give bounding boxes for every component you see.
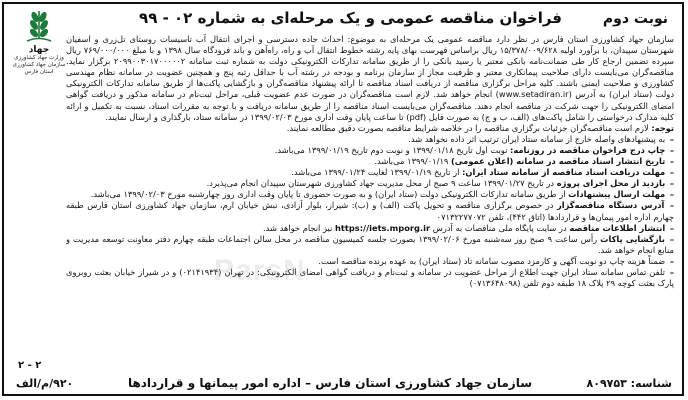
notice-footer	[4, 360, 682, 394]
note-label: توجه:	[651, 122, 674, 133]
section-address	[66, 200, 674, 222]
note-text-2: به پیشنهادهای واصله خارج از سامانه ستاد ایران ترتیب اثر داده نخواهد شد.	[408, 133, 666, 144]
section-newspaper	[66, 145, 674, 156]
section-site-visit	[66, 178, 674, 189]
bullet-icon: –	[669, 178, 674, 189]
section-text: در خصوص برگزاری مناقصه و تحویل پاکت (الف) و (ب): شیراز، بلوار آزادی، نبش خیابان ارم، سازمان جهاد کشاورزی استان فارس طبقه چهارم اداره امور پیمان‌ها و قراردادها (اتاق ۴۴۲)، تلفن ۰۷۱۳۲۲۷۷۰۷۲	[66, 200, 674, 222]
bullet-icon: –	[669, 144, 674, 155]
section-text: از تاریخ ۱۳۹۹/۰۱/۱۹ لغایت ۱۳۹۹/۰۱/۲۴ می‌باشد.	[291, 167, 460, 178]
organization-signature: سازمان جهاد کشاورزی استان فارس – اداره امور پیمانها و قراردادها	[127, 376, 532, 390]
intro-text-1: سازمان جهاد کشاورزی استان فارس در نظر دارد مناقصه عمومی یک مرحله‌ای به موضوع: احداث جاده دسترسی و اجرای انتقال آب تاسیسات روستای تل‌زری و اسفیان شهرستان سپیدان، با برآورد اولیه ۱۵/۳۷۸/۰۰۹/۶۲۸ ریال براساس فهرست بهای پایه رشته خطوط انتقال آب و راه، راه‌آهن و باند فرودگاه سال ۱۳۹۸ و با مبلغ ۷۶۹/۰۰۰/۰۰۰ ریال سپرده تضمین ارجاع کار طی ضمانت‌نامه بانکی معتبر یا رسید بانکی را از طریق سامانه تدارکات الکترونیکی دولت به شماره ثبت سامانه ۲۰۹۹۰۰۳۰۱۷۰۰۰۰۰۲ برگزار نماید. مناقصه‌گران می‌بایست دارای صلاحیت پیمانکاری معتبر و ظرفیت مجاز از سازمان برنامه و بودجه در رشته آب با حداقل رتبه پنج و همچنین عضویت در سامانه نظام مهندسی کشاورزی و صلاحیت ایمنی باشند. کلیه مراحل برگزاری مناقصه از دریافت اسناد مناقصه تا ارائه پیشنهاد مناقصه‌گران و بازگشایی پاکت‌ها از طریق سامانه تدارکات الکترونیکی دولت (ستاد ایران) به آدرس	[66, 34, 674, 100]
bullet-icon: –	[669, 189, 674, 200]
section-contact	[66, 267, 674, 289]
section-label: تاریخ انتشار اسناد مناقصه در سامانه (اعلان عمومی)	[451, 156, 666, 167]
section-info-publication	[66, 223, 674, 234]
section-fees	[66, 256, 674, 267]
notice-body	[66, 34, 674, 359]
section-text: نوبت اول تاریخ ۱۳۹۹/۰۱/۱۸ و نوبت دوم تاریخ ۱۳۹۹/۰۱/۱۹ می‌باشد.	[274, 144, 508, 155]
section-label: چاپ درج فراخوان مناقصه در روزنامه:	[510, 144, 666, 155]
section-text: در تاریخ ۱۳۹۹/۰۱/۲۷ ساعت ۹ صبح از محل مدیریت جهاد کشاورزی شهرستان سپیدان انجام می‌پذیرد.	[206, 178, 555, 189]
bullet-icon: –	[669, 266, 674, 277]
iets-link: https://iets.mporg.ir	[335, 222, 431, 233]
setadiran-link: (www.setadiran.ir)	[495, 89, 572, 100]
section-document-deadline	[66, 167, 674, 178]
logo-subtitle-organization: سازمان جهاد کشاورزی استان فارس	[12, 62, 66, 75]
section-label: مهلت ارسال پیشنهادات	[568, 189, 666, 200]
serial-number	[587, 377, 672, 390]
bullet-icon: –	[669, 255, 674, 266]
section-submission-deadline	[66, 189, 674, 200]
bullet-icon: –	[669, 200, 674, 211]
serial-value: ۸۰۹۷۵۳	[586, 377, 627, 390]
notice-title: فراخوان مناقصه عمومی و یک مرحله‌ای به شماره ۰۲ - ۹۹	[139, 9, 562, 27]
note-line-2	[66, 134, 674, 145]
section-label: انتشار اطلاعات مناقصه	[569, 222, 666, 233]
intro-text-2: انجام خواهد شد. لازم است مناقصه‌گران در صورت عدم عضویت قبلی، مراحل ثبت‌نام در سامانه مذکور و دریافت گواهی امضای الکترونیکی را جهت شرکت در مناقصه انجام دهند. مناقصه‌گران می‌بایست اسناد مناقصه را از طریق سامانه دریافت و با توجه به مقررات اسناد، نسبت به تکمیل و ارائه کلیه مدارک درخواستی را شامل پاکت‌های (الف، ب و ج) به صورت فایل	[66, 89, 674, 122]
section-opening	[66, 234, 674, 256]
page-marker: ۲ - ۲	[18, 360, 42, 371]
publication-round: نوبت دوم	[602, 11, 668, 27]
section-text: تلفن تماس سامانه ستاد ایران جهت اطلاع از مراحل عضویت در سامانه و ثبت‌نام و دریافت گواهی امضای الکترونیکی: در تهران (۰۲۱۴۱۹۳۴) و در شیراز خیابان بعثت روبروی پارک بعثت کوچه ۲۹ پلاک ۱۸ طبقه دوم تلفن (۰۷۱۳۶۴۸۰۹۸)	[66, 266, 674, 289]
watermark: ParsN	[214, 254, 306, 287]
section-text: ضمناً هزینه چاپ دو نوبت آگهی و کارمزد مصوب سامانه تاد (ستاد ایران) به عهده برنده مناقصه است.	[318, 255, 666, 266]
pdf-format: (pdf)	[406, 111, 427, 122]
bullet-icon: –	[669, 233, 674, 244]
logo-title: جهاد	[28, 45, 50, 55]
serial-label: شناسه:	[630, 377, 672, 390]
document-number: ۹۲۰/م/الف	[16, 377, 74, 390]
section-label: بازگشایی پاکات	[600, 233, 665, 244]
section-text: از طریق سامانه تدارکات الکترونیکی دولت (ستاد ایران) و به صورت حضوری تا پایان وقت اداری روز چهارشنبه مورخ ۱۳۹۹/۰۲/۰۳ می‌باشد.	[90, 189, 566, 200]
intro-paragraph	[66, 34, 674, 123]
bullet-icon: –	[669, 222, 674, 233]
section-label: مهلت دریافت اسناد مناقصه از سامانه ستاد ایران:	[462, 167, 666, 178]
section-label: بازدید از محل اجرای پروژه	[556, 178, 666, 189]
organization-logo	[10, 8, 68, 78]
section-text: رأس ساعت ۹ صبح روز سه‌شنبه مورخ ۱۳۹۹/۰۲/۰۶ بصورت جلسه کمیسیون مناقصه در محل سالن اجتماعات طبقه چهارم دفتر معاونت توسعه مدیریت و منابع انجام خواهد شد.	[66, 233, 674, 255]
wheat-emblem-icon	[24, 8, 54, 44]
intro-text-3: تا ساعت پایان وقت اداری مورخ ۱۳۹۹/۰۲/۰۳ در سامانه ستاد، بارگذاری و ارسال نمایند.	[105, 111, 404, 122]
section-label: آدرس دستگاه مناقصه‌گزار	[556, 200, 665, 211]
bullet-icon: –	[669, 167, 674, 178]
notice-header	[4, 7, 682, 33]
section-text-2: نیز انجام خواهد شد.	[263, 222, 333, 233]
bullet-icon: –	[669, 133, 674, 144]
bullet-icon: –	[669, 156, 674, 167]
tender-notice	[2, 2, 684, 396]
section-text: در سایت پایگاه ملی مناقصات به آدرس	[432, 222, 567, 233]
section-text: ۱۳۹۹/۰۱/۱۹ می‌باشد.	[374, 156, 449, 167]
note-text: لازم است مناقصه‌گران جزئیات برگزاری مناقصه را در خلاصه شرایط مناقصه بصورت دقیق مطالعه نمایند.	[286, 122, 649, 133]
logo-subtitle-ministry: وزارت جهاد کشاورزی	[14, 55, 64, 61]
note-line	[66, 123, 674, 134]
section-publish-date	[66, 156, 674, 167]
